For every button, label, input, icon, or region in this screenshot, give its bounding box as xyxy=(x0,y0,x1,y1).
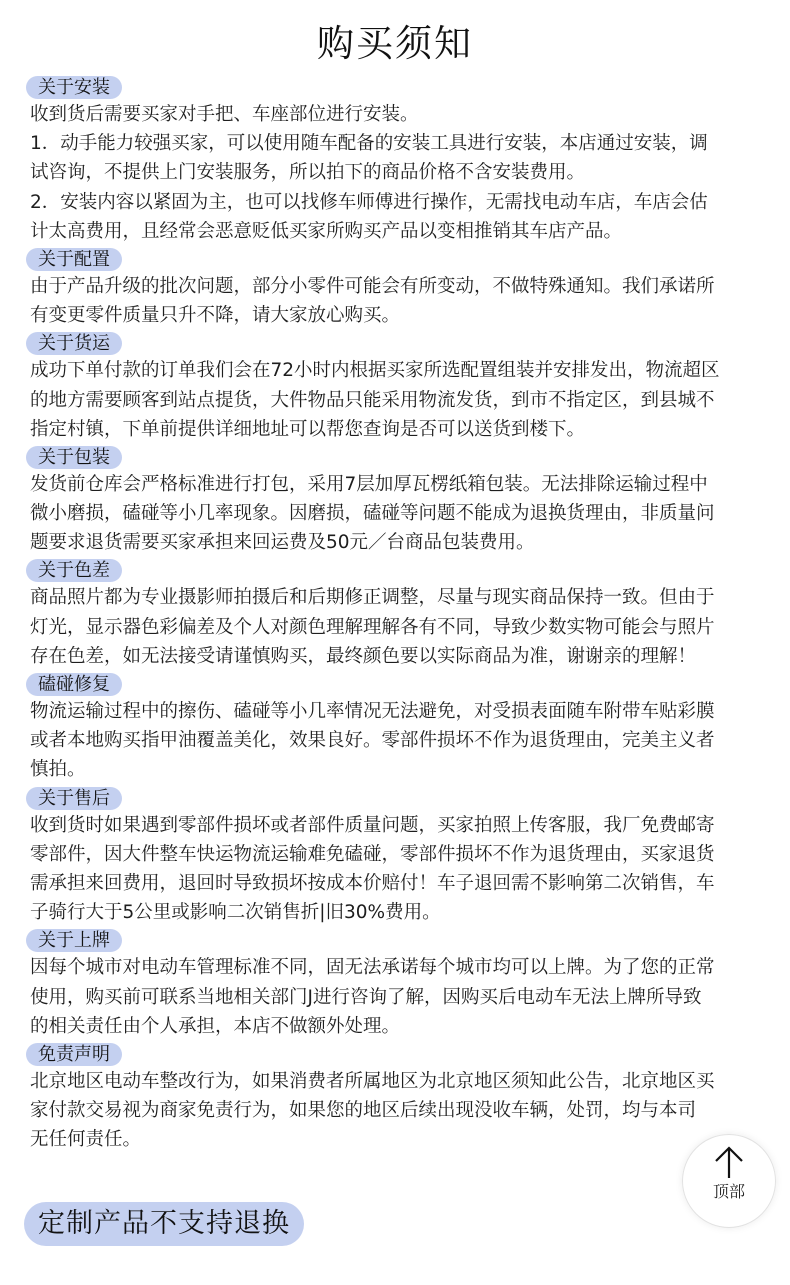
section-heading: 免责声明 xyxy=(26,1043,122,1066)
section xyxy=(0,559,790,671)
body-line: 成功下单付款的订单我们会在72小时内根据买家所选配置组装并安排发出，物流超区 xyxy=(30,360,720,382)
body-line: 商品照片都为专业摄影师拍摄后和后期修正调整，尽量与现实商品保持一致。但由于 xyxy=(30,587,715,609)
section-body xyxy=(0,953,790,1041)
section-body xyxy=(0,100,790,246)
section xyxy=(0,332,790,444)
section-heading: 关于货运 xyxy=(26,332,122,355)
body-line: 由于产品升级的批次问题，部分小零件可能会有所变动，不做特殊通知。我们承诺所 xyxy=(30,275,715,297)
section-heading: 关于上牌 xyxy=(26,929,122,952)
page-title: 购买须知 xyxy=(317,22,473,65)
body-line: 发货前仓库会严格标准进行打包，采用7层加厚瓦楞纸箱包装。无法排除运输过程中 xyxy=(30,473,708,495)
body-line: 存在色差，如无法接受请谨慎购买，最终颜色要以实际商品为准，谢谢亲的理解！ xyxy=(30,645,697,667)
body-line: 慎拍。 xyxy=(30,759,86,781)
section xyxy=(0,248,790,330)
body-line: 因每个城市对电动车管理标准不同，固无法承诺每个城市均可以上牌。为了您的正常 xyxy=(30,957,715,979)
body-line: 家付款交易视为商家免责行为，如果您的地区后续出现没收车辆，处罚，均与本司 xyxy=(30,1100,697,1122)
section-body xyxy=(0,697,790,785)
body-line: 收到货时如果遇到零部件损坏或者部件质量问题，买家拍照上传客服，我厂免费邮寄 xyxy=(30,814,715,836)
body-line: 题要求退货需要买家承担来回运费及50元／台商品包装费用。 xyxy=(30,532,535,554)
section-heading: 关于配置 xyxy=(26,248,122,271)
back-to-top-label: 顶部 xyxy=(712,1182,745,1201)
section-heading: 磕碰修复 xyxy=(26,673,122,696)
body-line: 的相关责任由个人承担，本店不做额外处理。 xyxy=(30,1015,401,1037)
body-line: 指定村镇，下单前提供详细地址可以帮您查询是否可以送货到楼下。 xyxy=(30,418,586,440)
body-line: 灯光，显示器色彩偏差及个人对颜色理解理解各有不同，导致少数实物可能会与照片 xyxy=(30,616,715,638)
section-heading: 关于安装 xyxy=(26,76,122,99)
section-body xyxy=(0,1067,790,1155)
section-body xyxy=(0,470,790,558)
section-body xyxy=(0,811,790,928)
section-body xyxy=(0,356,790,444)
body-line: 子骑行大于5公里或影响二次销售折|旧30%费用。 xyxy=(30,902,441,924)
body-line: 或者本地购买指甲油覆盖美化，效果良好。零部件损坏不作为退货理由，完美主义者 xyxy=(30,730,715,752)
body-line: 收到货后需要买家对手把、车座部位进行安装。 xyxy=(30,104,419,125)
section-heading: 关于色差 xyxy=(26,559,122,582)
no-return-notice: 定制产品不支持退换 xyxy=(24,1202,304,1246)
section-body xyxy=(0,272,790,330)
body-line: 2．安装内容以紧固为主，也可以找修车师傅进行操作，无需找电动车店，车店会估 xyxy=(30,191,708,213)
body-line: 零部件，因大件整车快运物流运输难免磕碰，零部件损坏不作为退货理由，买家退货 xyxy=(30,843,715,865)
section-body xyxy=(0,583,790,671)
body-line: 试咨询，不提供上门安装服务，所以拍下的商品价格不含安装费用。 xyxy=(30,162,586,184)
body-line: 的地方需要顾客到站点提货，大件物品只能采用物流发货，到市不指定区，到县城不 xyxy=(30,389,715,411)
body-line: 北京地区电动车整改行为，如果消费者所属地区为北京地区须知此公告，北京地区买 xyxy=(30,1070,715,1092)
section xyxy=(0,929,790,1041)
back-to-top-button[interactable] xyxy=(682,1134,776,1228)
body-line: 计太高费用，且经常会恶意贬低买家所购买产品以变相推销其车店产品。 xyxy=(30,220,623,242)
section xyxy=(0,1043,790,1155)
body-line: 无任何责任。 xyxy=(30,1129,142,1151)
body-line: 1．动手能力较强买家，可以使用随车配备的安装工具进行安装，本店通过安装，调 xyxy=(30,133,708,155)
notice-sections xyxy=(0,76,790,1156)
body-line: 使用，购买前可联系当地相关部门J进行咨询了解，因购买后电动车无法上牌所导致 xyxy=(30,986,702,1008)
body-line: 物流运输过程中的擦伤、磕碰等小几率情况无法避免，对受损表面随车附带车贴彩膜 xyxy=(30,701,715,722)
section xyxy=(0,673,790,785)
arrow-up-icon xyxy=(713,1145,745,1179)
body-line: 微小磨损，磕碰等小几率现象。因磨损，磕碰等问题不能成为退换货理由，非质量问 xyxy=(30,503,715,525)
section xyxy=(0,446,790,558)
section xyxy=(0,76,790,246)
section xyxy=(0,787,790,928)
body-line: 有变更零件质量只升不降，请大家放心购买。 xyxy=(30,305,401,327)
body-line: 需承担来回费用，退回时导致损坏按成本价赔付！车子退回需不影响第二次销售，车 xyxy=(30,872,715,894)
section-heading: 关于售后 xyxy=(26,787,122,810)
section-heading: 关于包装 xyxy=(26,446,122,469)
